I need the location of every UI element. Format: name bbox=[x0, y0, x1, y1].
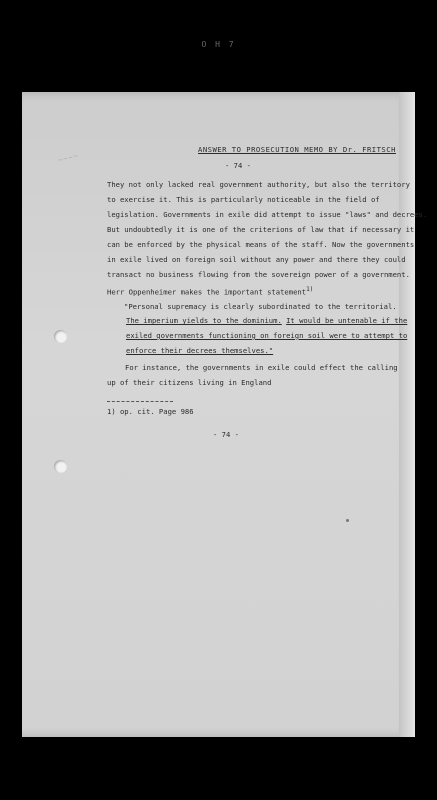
paragraph-line: to exercise it. This is particularly noticeable in the field of bbox=[107, 195, 380, 204]
paragraph-line: in exile lived on foreign soil without any power and there they could bbox=[107, 255, 406, 264]
footnote-separator bbox=[107, 401, 173, 402]
footnote: 1) op. cit. Page 986 bbox=[107, 407, 194, 416]
film-frame-label: O H 7 bbox=[201, 40, 236, 49]
quote-line bbox=[126, 316, 407, 325]
paragraph-line: They not only lacked real government authority, but also the territory bbox=[107, 180, 410, 189]
paragraph-line: But undoubtedly it is one of the criterions of law that if necessary it bbox=[107, 225, 415, 234]
punch-hole-bottom bbox=[54, 460, 67, 473]
paragraph-line bbox=[107, 285, 313, 296]
paragraph-line: legislation. Governments in exile did attempt to issue "laws" and decrees. bbox=[107, 210, 428, 219]
quote-line: enforce their decrees themselves." bbox=[126, 346, 274, 355]
paragraph-line: For instance, the governments in exile could effect the calling bbox=[125, 363, 398, 372]
page-number-bottom: - 74 - bbox=[213, 430, 239, 439]
quote-line: exiled governments functioning on foreign soil were to attempt to bbox=[126, 331, 408, 340]
stray-mark bbox=[346, 519, 349, 522]
footnote-ref: 1) bbox=[306, 286, 314, 293]
quote-text: The imperium yields to the dominium. bbox=[126, 316, 282, 325]
paragraph-line-text: Herr Oppenheimer makes the important statement bbox=[107, 287, 307, 297]
paragraph-line: transact no business flowing from the sovereign power of a government. bbox=[107, 270, 410, 279]
paragraph-line: up of their citizens living in England bbox=[107, 378, 272, 387]
paragraph-line: can be enforced by the physical means of the staff. Now the governments bbox=[107, 240, 415, 249]
margin-scribble: ~~~~ bbox=[57, 151, 80, 165]
document-heading: ANSWER TO PROSECUTION MEMO BY Dr. FRITSCH bbox=[198, 145, 396, 154]
page-number-top: - 74 - bbox=[225, 161, 251, 170]
punch-hole-top bbox=[54, 330, 67, 343]
quote-text-underlined: It would be untenable if the bbox=[286, 316, 408, 325]
quote-line: "Personal supremacy is clearly subordinated to the territorial. bbox=[124, 302, 397, 311]
